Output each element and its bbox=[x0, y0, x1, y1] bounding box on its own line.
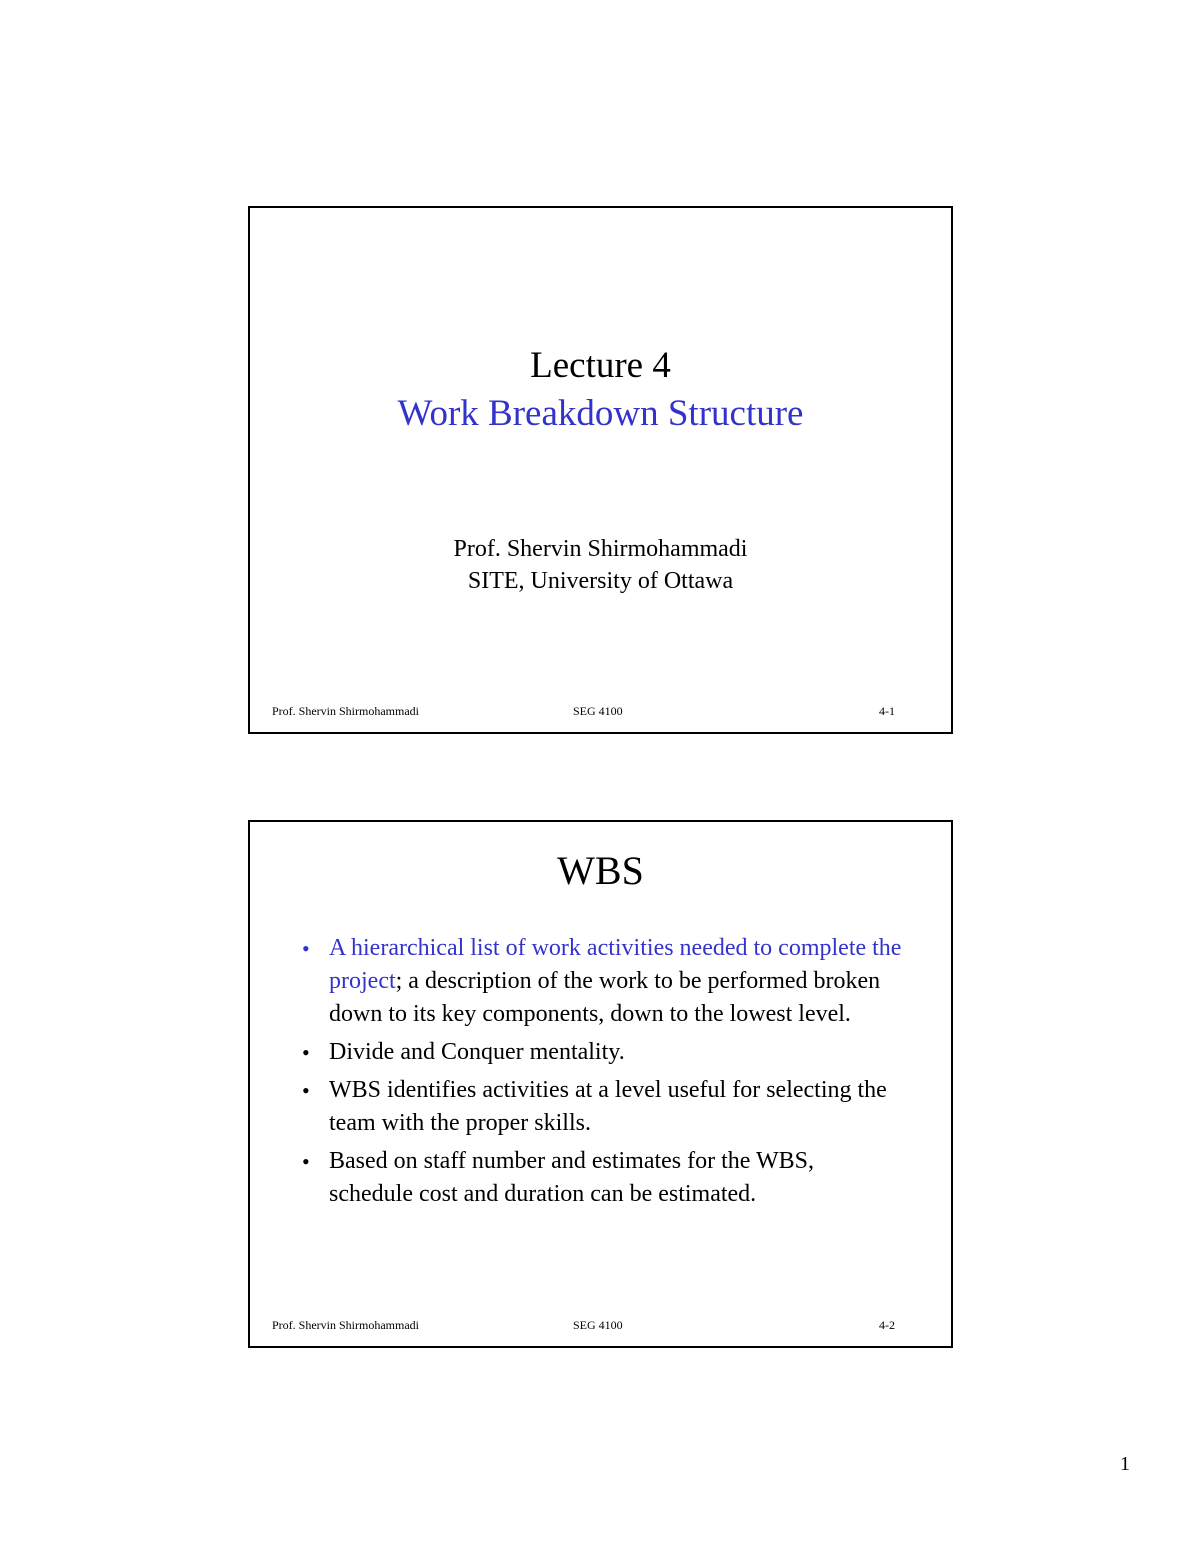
bullet-icon: • bbox=[302, 1149, 310, 1174]
slide-title: WBS bbox=[557, 848, 644, 893]
page-number: 1 bbox=[1120, 1453, 1130, 1475]
footer-slide-number: 4-1 bbox=[879, 704, 895, 718]
footer-course: SEG 4100 bbox=[573, 1318, 623, 1332]
bullet-text: ; a description of the work to be performed broken down to its key components, down to the lowest level. bbox=[329, 968, 881, 1027]
bullet-text: WBS identifies activities at a level useful for selecting the team with the proper skills. bbox=[329, 1077, 887, 1136]
footer-author: Prof. Shervin Shirmohammadi bbox=[272, 1318, 419, 1332]
bullet-list bbox=[302, 932, 902, 1216]
footer-author: Prof. Shervin Shirmohammadi bbox=[272, 704, 419, 718]
bullet-icon: • bbox=[302, 1040, 310, 1065]
slide-2 bbox=[248, 820, 953, 1348]
bullet-text: Divide and Conquer mentality. bbox=[329, 1039, 625, 1065]
bullet-text: Based on staff number and estimates for the WBS, schedule cost and duration can be estimated. bbox=[329, 1148, 815, 1207]
slide-footer bbox=[272, 1317, 895, 1333]
slide-1 bbox=[248, 206, 953, 734]
slide-subtitle: Work Breakdown Structure bbox=[397, 393, 804, 434]
bullet-icon: • bbox=[302, 936, 310, 961]
bullet-icon: • bbox=[302, 1078, 310, 1103]
author-name: Prof. Shervin Shirmohammadi bbox=[453, 536, 748, 562]
bullet-item bbox=[302, 1074, 902, 1140]
footer-slide-number: 4-2 bbox=[879, 1318, 895, 1332]
slide-title: Lecture 4 bbox=[530, 345, 671, 386]
bullet-item bbox=[302, 1145, 902, 1211]
footer-course: SEG 4100 bbox=[573, 704, 623, 718]
bullet-highlight-text: A hierarchical list of work activities needed to complete the project bbox=[329, 935, 902, 994]
author-affiliation: SITE, University of Ottawa bbox=[467, 568, 734, 594]
slide-footer bbox=[272, 703, 895, 719]
bullet-item bbox=[302, 1036, 902, 1069]
bullet-item bbox=[302, 932, 902, 1031]
